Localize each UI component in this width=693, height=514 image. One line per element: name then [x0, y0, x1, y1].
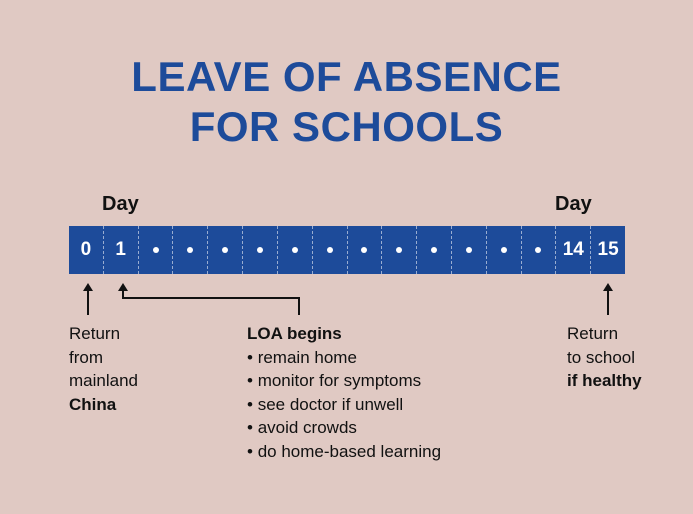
arrow-day-15	[607, 289, 609, 315]
timeline-cell-dot	[277, 226, 312, 274]
timeline-dot	[535, 247, 541, 253]
timeline-dot	[222, 247, 228, 253]
timeline-cell-dot	[138, 226, 173, 274]
arrowhead-day-0	[83, 283, 93, 291]
timeline-cell-dot	[416, 226, 451, 274]
timeline-dot	[327, 247, 333, 253]
loa-note	[247, 322, 441, 463]
bracket-horizontal	[122, 297, 300, 299]
return-note-bold: China	[69, 394, 117, 414]
timeline-cell-day	[69, 226, 103, 274]
timeline-day-number: 14	[562, 239, 584, 260]
return-note-line-2: from	[69, 347, 103, 367]
timeline-dot	[501, 247, 507, 253]
loa-list	[247, 346, 441, 464]
timeline-cell-dot	[242, 226, 277, 274]
loa-heading: LOA begins	[247, 324, 342, 343]
timeline-dot	[257, 247, 263, 253]
timeline-dot	[431, 247, 437, 253]
return-note-line-1: Return	[69, 324, 121, 343]
return-note	[69, 322, 138, 416]
timeline-cell-dot	[486, 226, 521, 274]
timeline-cell-dot	[172, 226, 207, 274]
loa-item-4: • avoid crowds	[247, 416, 441, 440]
timeline-cell-day	[590, 226, 625, 274]
title-line-1: LEAVE OF ABSENCE	[131, 53, 562, 100]
timeline-cell-dot	[347, 226, 382, 274]
school-note-line-1: Return	[567, 324, 619, 343]
arrow-day-0	[87, 289, 89, 315]
timeline-cell-day	[103, 226, 138, 274]
loa-item-1: • remain home	[247, 346, 441, 370]
timeline-dot	[187, 247, 193, 253]
timeline-dot	[466, 247, 472, 253]
timeline-cell-dot	[381, 226, 416, 274]
school-note-line-2: to school	[567, 347, 636, 367]
loa-item-5: • do home-based learning	[247, 440, 441, 464]
loa-item-3: • see doctor if unwell	[247, 393, 441, 417]
school-note-bold: if healthy	[567, 371, 642, 390]
school-note	[567, 322, 642, 393]
timeline-day-number: 0	[80, 239, 92, 260]
timeline-day-number: 15	[597, 239, 619, 260]
arrowhead-day-15	[603, 283, 613, 291]
timeline-strip	[69, 226, 625, 274]
timeline-dot	[292, 247, 298, 253]
timeline-cell-dot	[521, 226, 556, 274]
timeline-cell-dot	[451, 226, 486, 274]
timeline-cell-day	[555, 226, 590, 274]
timeline-day-number: 1	[115, 239, 126, 260]
timeline-cell-dot	[207, 226, 242, 274]
timeline-dot	[361, 247, 367, 253]
timeline-dot	[153, 247, 159, 253]
timeline-dot	[396, 247, 402, 253]
title-line-2: FOR SCHOOLS	[189, 103, 504, 150]
return-note-line-3: mainland	[69, 371, 138, 390]
day-label-start: Day	[102, 193, 139, 215]
page-title	[0, 52, 693, 152]
timeline-cell-dot	[312, 226, 347, 274]
day-label-end: Day	[555, 193, 592, 215]
arrowhead-day-1	[118, 283, 128, 291]
bracket-drop	[298, 297, 300, 315]
loa-item-2: • monitor for symptoms	[247, 369, 441, 393]
